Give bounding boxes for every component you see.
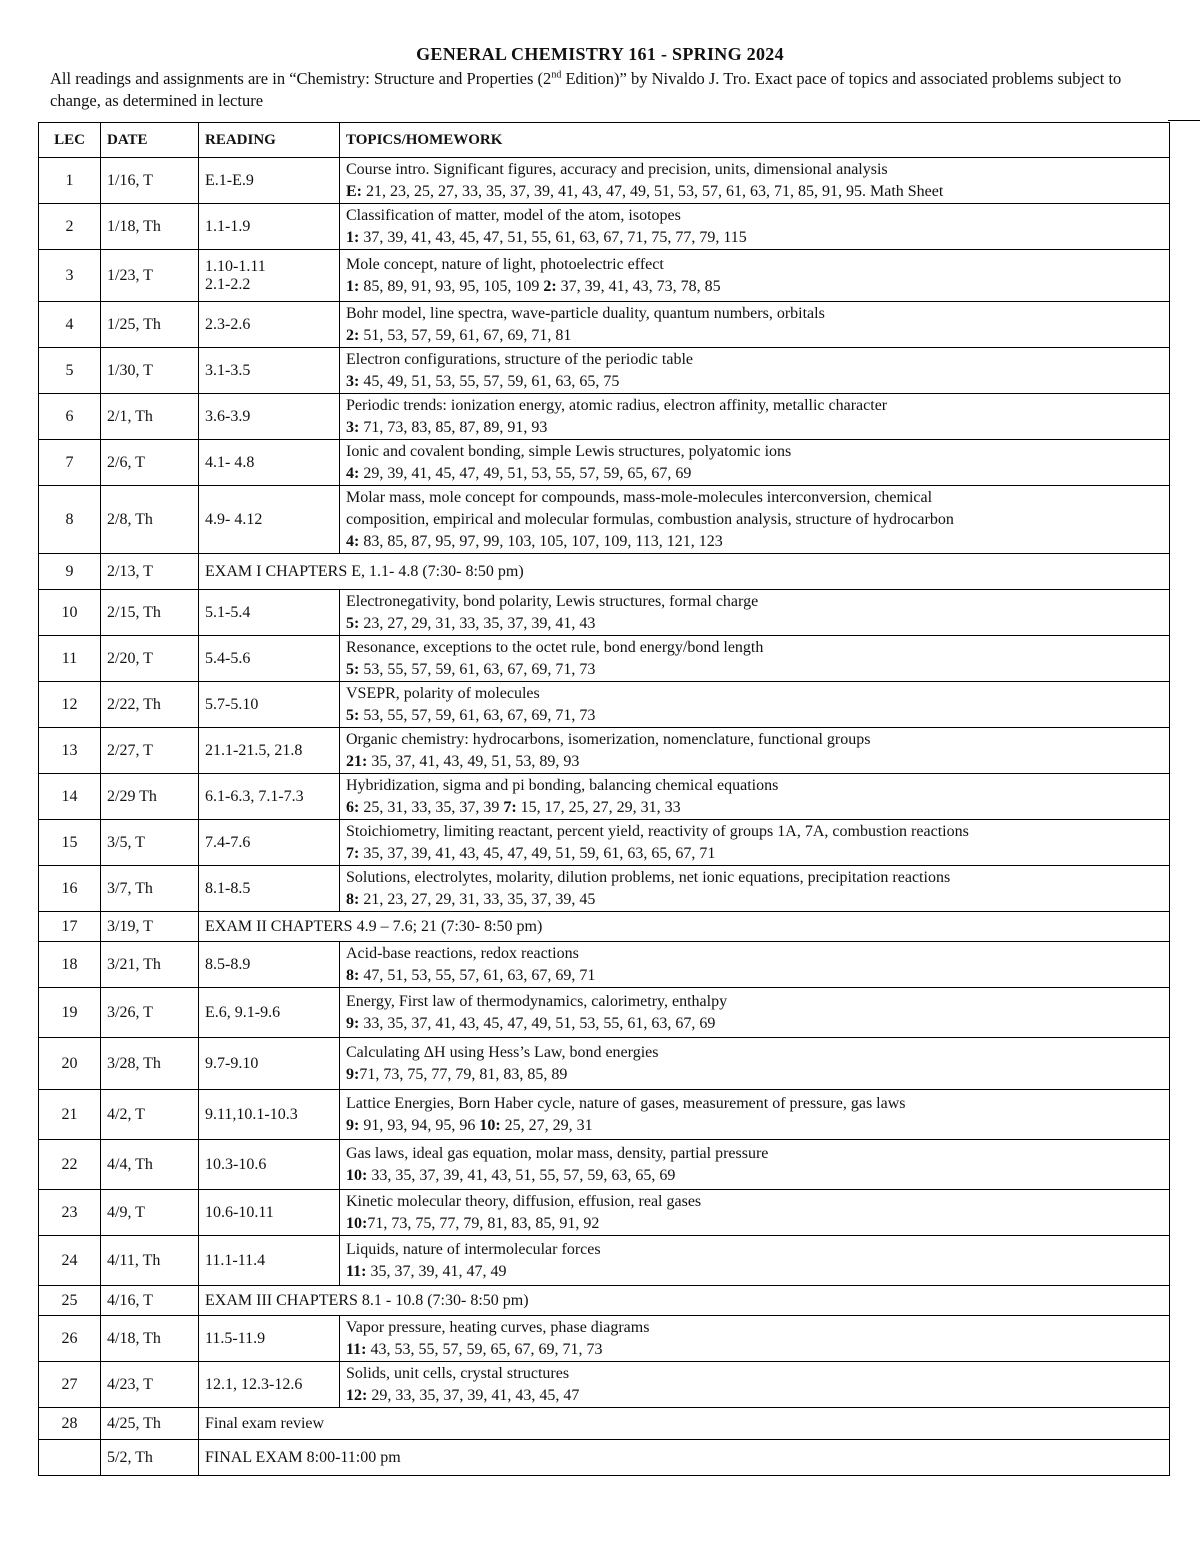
homework-chapter: 11: [346, 1340, 367, 1358]
topic-text: Solids, unit cells, crystal structures [346, 1364, 570, 1382]
table-row [39, 204, 1170, 250]
homework-problems: 71, 73, 75, 77, 79, 81, 83, 85, 91, 92 [367, 1214, 600, 1232]
reading-line: 4.9- 4.12 [205, 510, 263, 528]
reading-line: 3.1-3.5 [205, 361, 251, 379]
reading-line: 3.6-3.9 [205, 407, 251, 425]
date-cell: 2/20, T [101, 636, 199, 682]
homework-problems: 37, 39, 41, 43, 45, 47, 51, 55, 61, 63, 67, 71, 75, 77, 79, 115 [359, 228, 747, 246]
lec-cell: 27 [39, 1362, 101, 1408]
reading-line: 11.1-11.4 [205, 1251, 266, 1269]
table-row [39, 1190, 1170, 1236]
topic-cell [340, 204, 1170, 250]
homework-chapter: 2: [346, 326, 360, 344]
reading-cell [199, 250, 340, 302]
date-cell: 2/27, T [101, 728, 199, 774]
table-row [39, 1408, 1170, 1440]
lec-cell: 15 [39, 820, 101, 866]
reading-line: 8.1-8.5 [205, 879, 251, 897]
homework-problems: 35, 37, 41, 43, 49, 51, 53, 89, 93 [367, 752, 580, 770]
reading-cell [199, 486, 340, 554]
lec-cell: 21 [39, 1090, 101, 1140]
table-row [39, 440, 1170, 486]
header-topics: TOPICS/HOMEWORK [340, 123, 1170, 158]
homework-line [346, 1064, 1163, 1086]
date-cell: 3/7, Th [101, 866, 199, 912]
lec-cell: 11 [39, 636, 101, 682]
lec-cell: 2 [39, 204, 101, 250]
topic-text: Stoichiometry, limiting reactant, percent yield, reactivity of groups 1A, 7A, combustion reactions [346, 822, 969, 840]
homework-chapter: 2: [543, 277, 557, 295]
homework-chapter: 10: [479, 1116, 501, 1134]
intro-superscript: nd [551, 69, 562, 81]
homework-chapter: 10: [346, 1166, 368, 1184]
homework-chapter: 1: [346, 277, 360, 295]
topic-text: Kinetic molecular theory, diffusion, effusion, real gases [346, 1192, 702, 1210]
topic-cell [340, 866, 1170, 912]
lec-cell: 22 [39, 1140, 101, 1190]
homework-problems: 83, 85, 87, 95, 97, 99, 103, 105, 107, 109, 113, 121, 123 [359, 532, 723, 550]
table-row [39, 820, 1170, 866]
date-cell: 3/28, Th [101, 1038, 199, 1090]
topic-text: Hybridization, sigma and pi bonding, balancing chemical equations [346, 776, 779, 794]
reading-line: E.1-E.9 [205, 171, 254, 189]
homework-problems: 21, 23, 25, 27, 33, 35, 37, 39, 41, 43, 47, 49, 51, 53, 57, 61, 63, 71, 85, 91, 95. Math Sheet [362, 182, 944, 200]
date-cell: 4/9, T [101, 1190, 199, 1236]
date-cell: 3/21, Th [101, 942, 199, 988]
topic-cell [340, 1190, 1170, 1236]
homework-problems: 53, 55, 57, 59, 61, 63, 67, 69, 71, 73 [359, 660, 596, 678]
homework-chapter: 9: [346, 1065, 360, 1083]
reading-cell [199, 348, 340, 394]
date-cell: 3/19, T [101, 912, 199, 942]
homework-chapter: 4: [346, 532, 360, 550]
intro-part-2: Edition)” by Nivaldo J. Tro. Exact pace of topics and associated problems subject to change, as determined in lecture [50, 69, 1122, 110]
topic-text: Acid-base reactions, redox reactions [346, 944, 579, 962]
reading-line: 1.1-1.9 [205, 217, 251, 235]
date-cell: 2/15, Th [101, 590, 199, 636]
lec-cell: 24 [39, 1236, 101, 1286]
homework-line [346, 531, 1163, 553]
homework-chapter: 5: [346, 660, 360, 678]
intro-text [50, 68, 1160, 112]
homework-line [346, 751, 1163, 773]
header-lec: LEC [39, 123, 101, 158]
homework-problems: 33, 35, 37, 41, 43, 45, 47, 49, 51, 53, 55, 61, 63, 67, 69 [359, 1014, 716, 1032]
topic-cell [340, 440, 1170, 486]
homework-line [346, 371, 1163, 393]
homework-line [346, 463, 1163, 485]
reading-cell [199, 636, 340, 682]
topic-cell [340, 158, 1170, 204]
homework-chapter: 8: [346, 890, 360, 908]
topic-cell [340, 942, 1170, 988]
date-cell: 1/18, Th [101, 204, 199, 250]
lec-cell: 1 [39, 158, 101, 204]
reading-line: 12.1, 12.3-12.6 [205, 1375, 303, 1393]
date-cell: 2/1, Th [101, 394, 199, 440]
topic-cell [340, 394, 1170, 440]
date-cell: 4/25, Th [101, 1408, 199, 1440]
table-row [39, 866, 1170, 912]
homework-problems: 71, 73, 83, 85, 87, 89, 91, 93 [359, 418, 548, 436]
topic-text: Organic chemistry: hydrocarbons, isomerization, nomenclature, functional groups [346, 730, 871, 748]
topic-text: Electronegativity, bond polarity, Lewis structures, formal charge [346, 592, 759, 610]
homework-problems: 29, 33, 35, 37, 39, 41, 43, 45, 47 [367, 1386, 580, 1404]
reading-line: 11.5-11.9 [205, 1329, 266, 1347]
table-row [39, 1362, 1170, 1408]
reading-cell [199, 440, 340, 486]
lec-cell: 25 [39, 1286, 101, 1316]
exam-cell: Final exam review [199, 1408, 1170, 1440]
reading-line: E.6, 9.1-9.6 [205, 1003, 281, 1021]
exam-cell: EXAM III CHAPTERS 8.1 - 10.8 (7:30- 8:50 pm) [199, 1286, 1170, 1316]
exam-cell: EXAM I CHAPTERS E, 1.1- 4.8 (7:30- 8:50 pm) [199, 554, 1170, 590]
date-cell: 1/23, T [101, 250, 199, 302]
table-row [39, 348, 1170, 394]
table-row [39, 942, 1170, 988]
homework-line [346, 1385, 1163, 1407]
homework-chapter: 9: [346, 1014, 360, 1032]
header-reading: READING [199, 123, 340, 158]
reading-line: 4.1- 4.8 [205, 453, 255, 471]
reading-cell [199, 1140, 340, 1190]
homework-chapter: 9: [346, 1116, 360, 1134]
topic-cell [340, 728, 1170, 774]
reading-line: 1.10-1.11 [205, 257, 266, 275]
topic-cell [340, 1038, 1170, 1090]
lec-cell: 18 [39, 942, 101, 988]
topic-cell [340, 1140, 1170, 1190]
reading-cell [199, 728, 340, 774]
reading-cell [199, 590, 340, 636]
reading-cell [199, 682, 340, 728]
reading-cell [199, 1236, 340, 1286]
homework-line [346, 705, 1163, 727]
lec-cell: 6 [39, 394, 101, 440]
reading-line: 21.1-21.5, 21.8 [205, 741, 303, 759]
date-cell: 4/2, T [101, 1090, 199, 1140]
topic-cell [340, 302, 1170, 348]
date-cell: 4/11, Th [101, 1236, 199, 1286]
homework-chapter: 10: [346, 1214, 368, 1232]
homework-problems: 35, 37, 39, 41, 43, 45, 47, 49, 51, 59, 61, 63, 65, 67, 71 [359, 844, 716, 862]
topic-text: Course intro. Significant figures, accuracy and precision, units, dimensional analysis [346, 160, 888, 178]
homework-line [346, 1115, 1163, 1137]
homework-chapter: 4: [346, 464, 360, 482]
homework-chapter: 3: [346, 418, 360, 436]
reading-line: 2.1-2.2 [205, 275, 251, 293]
table-row [39, 1236, 1170, 1286]
lec-cell: 8 [39, 486, 101, 554]
homework-chapter: 7: [503, 798, 517, 816]
reading-line: 5.1-5.4 [205, 603, 251, 621]
table-row [39, 554, 1170, 590]
reading-cell [199, 866, 340, 912]
homework-line [346, 797, 1163, 819]
reading-cell [199, 1038, 340, 1090]
reading-cell [199, 302, 340, 348]
topic-text-continued: composition, empirical and molecular formulas, combustion analysis, structure of hydrocarbon [346, 510, 954, 528]
reading-cell [199, 204, 340, 250]
table-row [39, 486, 1170, 554]
reading-cell [199, 1090, 340, 1140]
homework-problems: 91, 93, 94, 95, 96 [359, 1116, 480, 1134]
homework-problems: 29, 39, 41, 45, 47, 49, 51, 53, 55, 57, 59, 65, 67, 69 [359, 464, 692, 482]
lec-cell: 14 [39, 774, 101, 820]
lec-cell: 3 [39, 250, 101, 302]
topic-text: Solutions, electrolytes, molarity, dilution problems, net ionic equations, precipitation reactions [346, 868, 951, 886]
lec-cell: 20 [39, 1038, 101, 1090]
homework-problems: 33, 35, 37, 39, 41, 43, 51, 55, 57, 59, 63, 65, 69 [367, 1166, 676, 1184]
homework-problems: 71, 73, 75, 77, 79, 81, 83, 85, 89 [359, 1065, 568, 1083]
homework-problems: 45, 49, 51, 53, 55, 57, 59, 61, 63, 65, 75 [359, 372, 620, 390]
table-row [39, 1316, 1170, 1362]
date-cell: 1/16, T [101, 158, 199, 204]
homework-problems: 35, 37, 39, 41, 47, 49 [366, 1262, 507, 1280]
date-cell: 2/22, Th [101, 682, 199, 728]
reading-line: 9.7-9.10 [205, 1054, 259, 1072]
topic-text: Molar mass, mole concept for compounds, mass-mole-molecules interconversion, chemical [346, 488, 933, 506]
header-rule [1168, 120, 1200, 121]
homework-line [346, 889, 1163, 911]
lec-cell: 7 [39, 440, 101, 486]
table-row [39, 728, 1170, 774]
exam-cell: FINAL EXAM 8:00-11:00 pm [199, 1440, 1170, 1476]
date-cell: 1/25, Th [101, 302, 199, 348]
table-row [39, 1140, 1170, 1190]
lec-cell: 28 [39, 1408, 101, 1440]
reading-line: 10.3-10.6 [205, 1155, 267, 1173]
topic-cell [340, 348, 1170, 394]
topic-text: VSEPR, polarity of molecules [346, 684, 540, 702]
reading-cell [199, 1190, 340, 1236]
reading-cell [199, 394, 340, 440]
homework-line [346, 1213, 1163, 1235]
table-row [39, 250, 1170, 302]
header-date: DATE [101, 123, 199, 158]
homework-chapter: 7: [346, 844, 360, 862]
topic-text: Mole concept, nature of light, photoelectric effect [346, 255, 664, 273]
topic-text: Resonance, exceptions to the octet rule, bond energy/bond length [346, 638, 764, 656]
date-cell: 1/30, T [101, 348, 199, 394]
table-row [39, 774, 1170, 820]
date-cell: 4/18, Th [101, 1316, 199, 1362]
date-cell: 4/16, T [101, 1286, 199, 1316]
homework-line [346, 965, 1163, 987]
homework-problems: 25, 31, 33, 35, 37, 39 [359, 798, 504, 816]
table-row [39, 394, 1170, 440]
homework-problems: 53, 55, 57, 59, 61, 63, 67, 69, 71, 73 [359, 706, 596, 724]
reading-cell [199, 942, 340, 988]
homework-problems: 43, 53, 55, 57, 59, 65, 67, 69, 71, 73 [366, 1340, 603, 1358]
topic-text: Calculating ΔH using Hess’s Law, bond energies [346, 1043, 659, 1061]
reading-line: 7.4-7.6 [205, 833, 251, 851]
reading-line: 2.3-2.6 [205, 315, 251, 333]
homework-line [346, 613, 1163, 635]
homework-chapter: 3: [346, 372, 360, 390]
reading-line: 10.6-10.11 [205, 1203, 274, 1221]
homework-chapter: 21: [346, 752, 368, 770]
table-row [39, 158, 1170, 204]
date-cell: 2/29 Th [101, 774, 199, 820]
table-row [39, 302, 1170, 348]
topic-text: Classification of matter, model of the atom, isotopes [346, 206, 681, 224]
lec-cell: 12 [39, 682, 101, 728]
date-cell: 3/5, T [101, 820, 199, 866]
topic-cell [340, 820, 1170, 866]
table-row [39, 682, 1170, 728]
homework-problems: 47, 51, 53, 55, 57, 61, 63, 67, 69, 71 [359, 966, 596, 984]
homework-problems: 85, 89, 91, 93, 95, 105, 109 [359, 277, 544, 295]
homework-line [346, 276, 1163, 298]
table-row [39, 590, 1170, 636]
reading-line: 5.4-5.6 [205, 649, 251, 667]
homework-line [346, 181, 1163, 203]
homework-problems: 23, 27, 29, 31, 33, 35, 37, 39, 41, 43 [359, 614, 596, 632]
topic-text: Electron configurations, structure of the periodic table [346, 350, 693, 368]
table-header-row [39, 123, 1170, 158]
homework-chapter: 5: [346, 706, 360, 724]
topic-cell [340, 774, 1170, 820]
topic-cell [340, 1316, 1170, 1362]
topic-cell [340, 988, 1170, 1038]
homework-line [346, 227, 1163, 249]
date-cell: 5/2, Th [101, 1440, 199, 1476]
table-row [39, 636, 1170, 682]
schedule-body [39, 158, 1170, 1476]
reading-line: 8.5-8.9 [205, 955, 251, 973]
lec-cell: 4 [39, 302, 101, 348]
topic-text: Periodic trends: ionization energy, atomic radius, electron affinity, metallic character [346, 396, 888, 414]
lec-cell: 16 [39, 866, 101, 912]
topic-text: Energy, First law of thermodynamics, calorimetry, enthalpy [346, 992, 728, 1010]
topic-text: Liquids, nature of intermolecular forces [346, 1240, 601, 1258]
homework-line [346, 417, 1163, 439]
topic-cell [340, 250, 1170, 302]
lec-cell: 9 [39, 554, 101, 590]
table-row [39, 1286, 1170, 1316]
homework-chapter: 11: [346, 1262, 367, 1280]
date-cell: 2/6, T [101, 440, 199, 486]
homework-chapter: 8: [346, 966, 360, 984]
table-row [39, 988, 1170, 1038]
reading-cell [199, 774, 340, 820]
homework-line [346, 1165, 1163, 1187]
topic-cell [340, 682, 1170, 728]
lec-cell: 26 [39, 1316, 101, 1362]
reading-line: 5.7-5.10 [205, 695, 259, 713]
table-row [39, 1440, 1170, 1476]
homework-chapter: E: [346, 182, 362, 200]
homework-chapter: 5: [346, 614, 360, 632]
reading-cell [199, 1362, 340, 1408]
homework-line [346, 1013, 1163, 1035]
lec-cell: 23 [39, 1190, 101, 1236]
topic-cell [340, 636, 1170, 682]
topic-text: Lattice Energies, Born Haber cycle, nature of gases, measurement of pressure, gas laws [346, 1094, 906, 1112]
homework-chapter: 12: [346, 1386, 368, 1404]
page-title: GENERAL CHEMISTRY 161 - SPRING 2024 [416, 44, 784, 64]
topic-text: Gas laws, ideal gas equation, molar mass, density, partial pressure [346, 1144, 769, 1162]
homework-problems: 25, 27, 29, 31 [500, 1116, 593, 1134]
date-cell: 2/8, Th [101, 486, 199, 554]
intro-part-1: All readings and assignments are in “Chemistry: Structure and Properties (2 [50, 69, 552, 88]
homework-line [346, 659, 1163, 681]
reading-cell [199, 1316, 340, 1362]
date-cell: 4/23, T [101, 1362, 199, 1408]
topic-cell [340, 1090, 1170, 1140]
topic-text: Bohr model, line spectra, wave-particle duality, quantum numbers, orbitals [346, 304, 825, 322]
homework-line [346, 325, 1163, 347]
reading-cell [199, 988, 340, 1038]
homework-line [346, 1261, 1163, 1283]
homework-problems: 15, 17, 25, 27, 29, 31, 33 [516, 798, 681, 816]
lec-cell [39, 1440, 101, 1476]
table-row [39, 1090, 1170, 1140]
homework-line [346, 1339, 1163, 1361]
topic-text: Vapor pressure, heating curves, phase diagrams [346, 1318, 650, 1336]
exam-cell: EXAM II CHAPTERS 4.9 – 7.6; 21 (7:30- 8:50 pm) [199, 912, 1170, 942]
table-row [39, 1038, 1170, 1090]
topic-cell [340, 1362, 1170, 1408]
homework-chapter: 6: [346, 798, 360, 816]
table-row [39, 912, 1170, 942]
schedule-table [38, 122, 1170, 1476]
homework-chapter: 1: [346, 228, 360, 246]
reading-line: 6.1-6.3, 7.1-7.3 [205, 787, 304, 805]
topic-text: Ionic and covalent bonding, simple Lewis structures, polyatomic ions [346, 442, 792, 460]
reading-cell [199, 820, 340, 866]
lec-cell: 13 [39, 728, 101, 774]
reading-line: 9.11,10.1-10.3 [205, 1105, 298, 1123]
lec-cell: 17 [39, 912, 101, 942]
reading-cell [199, 158, 340, 204]
lec-cell: 5 [39, 348, 101, 394]
homework-problems: 51, 53, 57, 59, 61, 67, 69, 71, 81 [359, 326, 572, 344]
topic-cell [340, 486, 1170, 554]
homework-problems: 37, 39, 41, 43, 73, 78, 85 [556, 277, 721, 295]
date-cell: 3/26, T [101, 988, 199, 1038]
topic-cell [340, 1236, 1170, 1286]
lec-cell: 19 [39, 988, 101, 1038]
topic-cell [340, 590, 1170, 636]
homework-line [346, 843, 1163, 865]
lec-cell: 10 [39, 590, 101, 636]
date-cell: 2/13, T [101, 554, 199, 590]
date-cell: 4/4, Th [101, 1140, 199, 1190]
homework-problems: 21, 23, 27, 29, 31, 33, 35, 37, 39, 45 [359, 890, 596, 908]
